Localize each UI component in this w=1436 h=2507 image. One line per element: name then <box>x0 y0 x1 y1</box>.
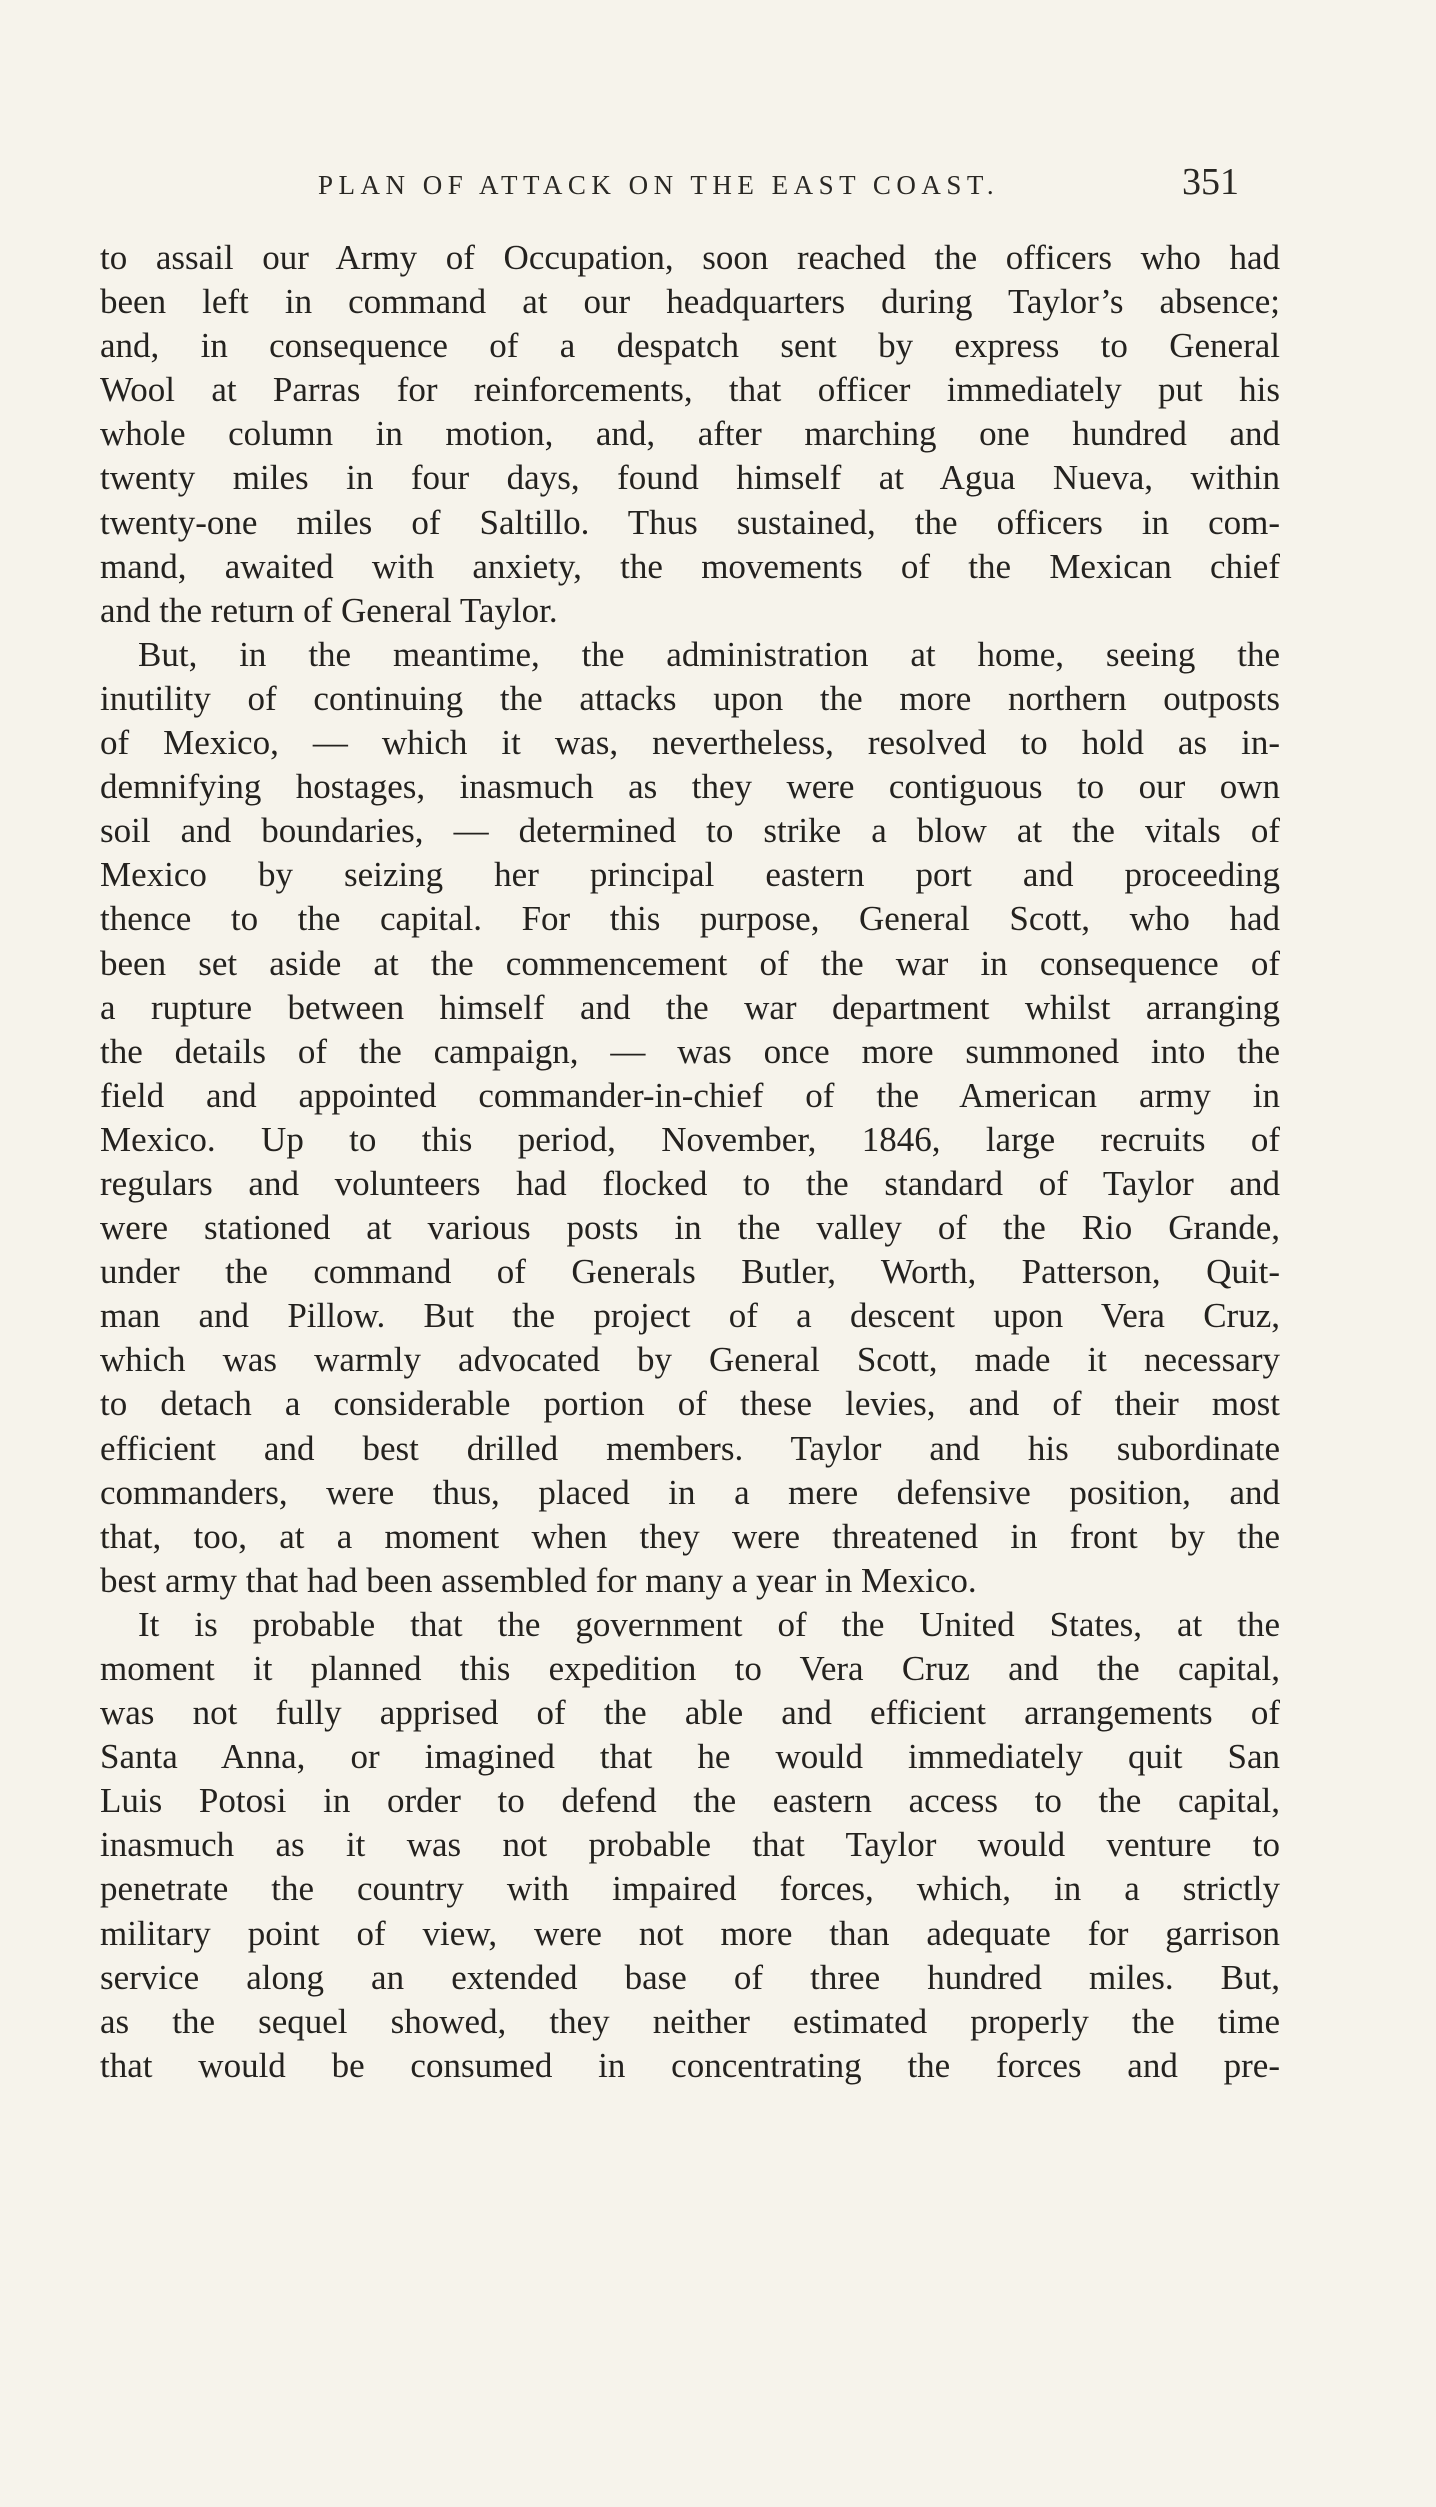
text-line: which was warmly advocated by General Scott, made it necessary <box>100 1340 1280 1380</box>
text-line: and, in consequence of a despatch sent by express to General <box>100 326 1280 366</box>
text-line: demnifying hostages, inasmuch as they were contiguous to our own <box>100 767 1280 807</box>
text-line: Mexico. Up to this period, November, 1846, large recruits of <box>100 1119 1280 1159</box>
text-line: been left in command at our headquarters during Taylor’s absence; <box>100 282 1280 322</box>
text-line: and the return of General Taylor. <box>100 590 558 630</box>
text-line: inasmuch as it was not probable that Taylor would venture to <box>100 1825 1280 1865</box>
text-line: inutility of continuing the attacks upon the more northern outposts <box>100 678 1280 718</box>
text-line: soil and boundaries, — determined to strike a blow at the vitals of <box>100 811 1280 851</box>
text-line: field and appointed commander-in-chief of the American army in <box>100 1075 1280 1115</box>
text-line: service along an extended base of three hundred miles. But, <box>100 1957 1280 1997</box>
text-line: Santa Anna, or imagined that he would immediately quit San <box>100 1737 1280 1777</box>
text-line: been set aside at the commencement of the war in consequence of <box>100 943 1280 983</box>
page-number: 351 <box>1182 161 1239 203</box>
text-line: twenty miles in four days, found himself at Agua Nueva, within <box>100 458 1280 498</box>
text-line: commanders, were thus, placed in a mere defensive position, and <box>100 1472 1280 1512</box>
text-line: thence to the capital. For this purpose, General Scott, who had <box>100 899 1280 939</box>
text-line: were stationed at various posts in the valley of the Rio Grande, <box>100 1208 1280 1248</box>
text-line: man and Pillow. But the project of a descent upon Vera Cruz, <box>100 1296 1280 1336</box>
text-line: was not fully apprised of the able and efficient arrangements of <box>100 1693 1280 1733</box>
text-line: regulars and volunteers had flocked to the standard of Taylor and <box>100 1163 1280 1203</box>
text-line: under the command of Generals Butler, Worth, Patterson, Quit- <box>100 1252 1280 1292</box>
body-text <box>100 236 1280 2088</box>
text-line: It is probable that the government of the United States, at the <box>138 1604 1280 1644</box>
text-line: Luis Potosi in order to defend the eastern access to the capital, <box>100 1781 1280 1821</box>
text-line: the details of the campaign, — was once more summoned into the <box>100 1031 1280 1071</box>
text-line: penetrate the country with impaired forces, which, in a strictly <box>100 1869 1280 1909</box>
text-line: mand, awaited with anxiety, the movements of the Mexican chief <box>100 546 1280 586</box>
text-line: Mexico by seizing her principal eastern port and proceeding <box>100 855 1280 895</box>
text-line: to assail our Army of Occupation, soon reached the officers who had <box>100 238 1280 277</box>
text-line: that would be consumed in concentrating the forces and pre- <box>100 2045 1280 2085</box>
text-line: twenty-one miles of Saltillo. Thus sustained, the officers in com- <box>100 502 1280 542</box>
text-line: best army that had been assembled for many a year in Mexico. <box>100 1560 977 1600</box>
text-line: to detach a considerable portion of these levies, and of their most <box>100 1384 1280 1424</box>
text-line: military point of view, were not more than adequate for garrison <box>100 1913 1280 1953</box>
text-line: efficient and best drilled members. Taylor and his subordinate <box>100 1428 1280 1468</box>
text-line: moment it planned this expedition to Vera Cruz and the capital, <box>100 1649 1280 1688</box>
text-line: Wool at Parras for reinforcements, that officer immediately put his <box>100 370 1280 410</box>
text-line: a rupture between himself and the war department whilst arranging <box>100 987 1280 1027</box>
text-line: as the sequel showed, they neither estimated properly the time <box>100 2001 1280 2041</box>
text-line: But, in the meantime, the administration at home, seeing the <box>138 634 1280 674</box>
running-head-title: PLAN OF ATTACK ON THE EAST COAST. <box>318 170 1000 200</box>
text-line: of Mexico, — which it was, nevertheless, resolved to hold as in- <box>100 723 1280 763</box>
text-line: whole column in motion, and, after marching one hundred and <box>100 414 1280 454</box>
text-line: that, too, at a moment when they were threatened in front by the <box>100 1516 1280 1556</box>
